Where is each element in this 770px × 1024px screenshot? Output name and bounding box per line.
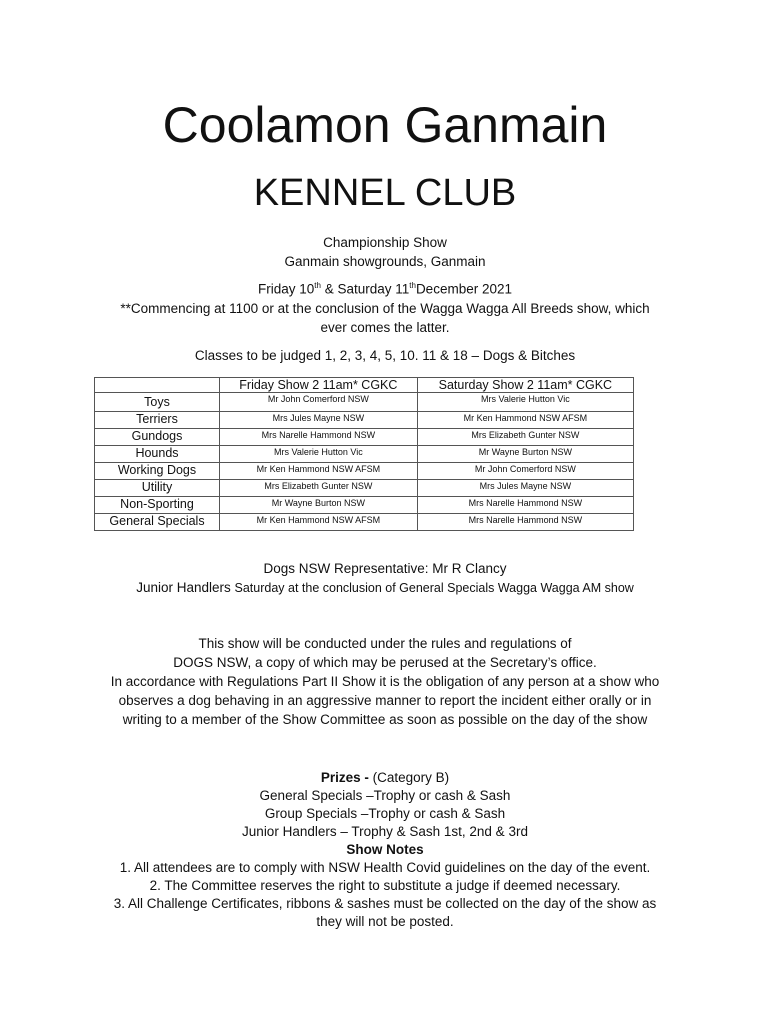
- group-name: Toys: [95, 393, 220, 412]
- dogs-nsw-representative: Dogs NSW Representative: Mr R Clancy: [263, 561, 507, 576]
- saturday-judge: Mrs Jules Mayne NSW: [417, 480, 633, 497]
- show-type: Championship Show: [323, 235, 447, 250]
- rules-line-4: observes a dog behaving in an aggressive manner to report the incident either orally or in: [118, 693, 652, 708]
- junior-handlers-label: Junior Handlers: [136, 580, 235, 595]
- prize-junior-handlers: Junior Handlers – Trophy & Sash 1st, 2nd & 3rd: [242, 824, 528, 839]
- saturday-judge: Mrs Elizabeth Gunter NSW: [417, 429, 633, 446]
- date-end: December 2021: [415, 281, 512, 297]
- date-prefix: Friday 10: [258, 281, 315, 297]
- table-row: [95, 480, 634, 497]
- show-dates: [0, 276, 770, 299]
- saturday-judge: Mr John Comerford NSW: [417, 463, 633, 480]
- prize-general-specials: General Specials –Trophy or cash & Sash: [259, 788, 511, 803]
- date-suffix-2: th: [409, 281, 416, 290]
- show-note-2: 2. The Committee reserves the right to substitute a judge if deemed necessary.: [149, 878, 621, 893]
- classes-judged: Classes to be judged 1, 2, 3, 4, 5, 10. 11 & 18 – Dogs & Bitches: [194, 347, 576, 363]
- judging-schedule-table: [94, 377, 634, 531]
- group-name: Non-Sporting: [95, 497, 220, 514]
- prizes-section: [0, 769, 770, 931]
- saturday-column-header: Saturday Show 2 11am* CGKC: [417, 378, 633, 393]
- friday-judge: Mrs Jules Mayne NSW: [220, 412, 418, 429]
- rules-line-5: writing to a member of the Show Committee as soon as possible on the day of the show: [122, 712, 648, 727]
- show-note-3b: they will not be posted.: [316, 914, 454, 929]
- prizes-category: (Category B): [372, 770, 450, 785]
- table-row: [95, 514, 634, 531]
- group-name: Terriers: [95, 412, 220, 429]
- friday-judge: Mrs Narelle Hammond NSW: [220, 429, 418, 446]
- show-note-1: 1. All attendees are to comply with NSW Health Covid guidelines on the day of the event.: [119, 860, 651, 875]
- saturday-judge: Mr Ken Hammond NSW AFSM: [417, 412, 633, 429]
- friday-column-header: Friday Show 2 11am* CGKC: [220, 378, 418, 393]
- rules-line-2: DOGS NSW, a copy of which may be perused at the Secretary’s office.: [173, 655, 597, 670]
- date-suffix-1: th: [314, 281, 321, 290]
- group-name: General Specials: [95, 514, 220, 531]
- kennel-club-subtitle: KENNEL CLUB: [253, 172, 517, 214]
- prize-group-specials: Group Specials –Trophy or cash & Sash: [264, 806, 506, 821]
- friday-judge: Mrs Valerie Hutton Vic: [220, 446, 418, 463]
- table-row: [95, 446, 634, 463]
- friday-judge: Mr Ken Hammond NSW AFSM: [220, 463, 418, 480]
- venue: Ganmain showgrounds, Ganmain: [284, 254, 486, 269]
- junior-handlers-note: [0, 578, 770, 598]
- friday-judge: Mr Ken Hammond NSW AFSM: [220, 514, 418, 531]
- table-row: [95, 393, 634, 412]
- date-mid: & Saturday 11: [320, 281, 410, 297]
- junior-handlers-time: Saturday at the conclusion of General Specials Wagga Wagga AM show: [234, 581, 634, 595]
- prizes-label: Prizes -: [320, 770, 373, 785]
- table-header-row: [95, 378, 634, 393]
- saturday-judge: Mr Wayne Burton NSW: [417, 446, 633, 463]
- commencing-note-line1: **Commencing at 1100 or at the conclusion of the Wagga Wagga All Breeds show, which: [120, 300, 650, 316]
- show-note-3a: 3. All Challenge Certificates, ribbons & sashes must be collected on the day of the show as: [113, 896, 657, 911]
- table-row: [95, 429, 634, 446]
- rules-line-1: This show will be conducted under the rules and regulations of: [198, 636, 572, 651]
- friday-judge: Mr Wayne Burton NSW: [220, 497, 418, 514]
- friday-judge: Mr John Comerford NSW: [220, 393, 418, 412]
- table-row: [95, 463, 634, 480]
- table-row: [95, 412, 634, 429]
- saturday-judge: Mrs Narelle Hammond NSW: [417, 514, 633, 531]
- commencing-note-line2: ever comes the latter.: [320, 319, 450, 335]
- saturday-judge: Mrs Valerie Hutton Vic: [417, 393, 633, 412]
- group-name: Hounds: [95, 446, 220, 463]
- header-empty-cell: [95, 378, 220, 393]
- group-name: Gundogs: [95, 429, 220, 446]
- show-notes-label: Show Notes: [346, 842, 424, 857]
- prizes-heading: [0, 769, 770, 787]
- club-name-title: Coolamon Ganmain: [162, 97, 608, 153]
- friday-judge: Mrs Elizabeth Gunter NSW: [220, 480, 418, 497]
- show-info: [0, 233, 770, 365]
- group-name: Utility: [95, 480, 220, 497]
- rules-line-3: In accordance with Regulations Part II Show it is the obligation of any person at a show who: [110, 674, 660, 689]
- rules-notice: [0, 634, 770, 729]
- representative-info: [0, 559, 770, 598]
- saturday-judge: Mrs Narelle Hammond NSW: [417, 497, 633, 514]
- table-row: [95, 497, 634, 514]
- show-notes-heading: [0, 841, 770, 859]
- group-name: Working Dogs: [95, 463, 220, 480]
